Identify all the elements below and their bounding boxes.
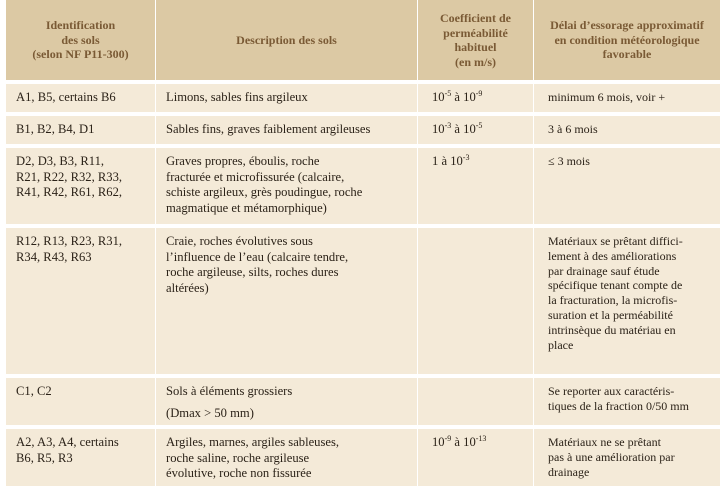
- permeability-base: 1: [432, 154, 439, 168]
- soil-description-cell-line: fracturée et microfissurée (calcaire,: [166, 169, 345, 184]
- permeability-cell: [418, 116, 534, 148]
- drying-delay-cell: [534, 116, 720, 148]
- soil-identification-cell-line: R41, R42, R61, R62,: [16, 185, 123, 200]
- drying-delay-cell-line: Matériaux se prêtant diffici-: [548, 234, 683, 248]
- header-drying-delay-line: en condition météorologique: [554, 32, 700, 47]
- permeability-base: 10: [463, 435, 476, 450]
- header-permeability: [418, 0, 534, 84]
- soil-description-cell-line: l’influence de l’eau (calcaire tendre,: [166, 249, 349, 264]
- header-identification: [6, 0, 156, 84]
- soil-identification-cell-line: R34, R43, R63: [16, 249, 92, 264]
- drying-delay-cell-line: par drainage sauf étude: [548, 263, 660, 278]
- drying-delay-cell-line: Matériaux ne se prêtant: [548, 435, 661, 450]
- permeability-base: 10: [432, 90, 445, 104]
- soil-description-cell-line: Sables fins, graves faiblement argileuses: [166, 122, 371, 136]
- header-permeability-line: habituel: [454, 40, 497, 54]
- header-drying-delay: [534, 0, 720, 84]
- drying-delay-cell-line: ≤ 3 mois: [548, 154, 590, 168]
- soil-description-cell: [156, 429, 418, 486]
- drying-delay-cell: [534, 148, 720, 228]
- drying-delay-cell: [534, 378, 720, 429]
- table-row: [6, 429, 720, 486]
- permeability-base: 10: [450, 154, 463, 168]
- permeability-separator: à: [451, 122, 464, 136]
- soil-identification-cell: [6, 84, 156, 116]
- permeability-cell: [418, 429, 534, 486]
- soil-description-cell-line: Craie, roches évolutives sous: [166, 234, 313, 248]
- permeability-exponent: -3: [444, 120, 452, 130]
- drying-delay-cell-line: spécifique tenant compte de: [548, 278, 683, 293]
- permeability-exponent: -5: [444, 88, 452, 98]
- soil-description-cell-line: roche saline, roche argileuse: [166, 450, 310, 465]
- header-permeability-line: perméabilité: [443, 25, 508, 40]
- soil-description-cell-line: (Dmax > 50 mm): [166, 405, 254, 420]
- drying-delay-cell-line: la fracturation, la microfis-: [548, 293, 678, 308]
- drying-delay-cell-line: 3 à 6 mois: [548, 122, 598, 136]
- soil-description-cell: [156, 228, 418, 378]
- drying-delay-cell-line: lement à des améliorations: [548, 248, 677, 263]
- drying-delay-cell-line: pas à une amélioration par: [548, 449, 675, 464]
- drying-delay-cell-line: minimum 6 mois, voir +: [548, 90, 666, 104]
- permeability-base: 10: [432, 435, 445, 450]
- drying-delay-cell: [534, 84, 720, 116]
- drying-delay-cell-line: Se reporter aux caractéris-: [548, 384, 675, 398]
- soil-identification-cell: [6, 148, 156, 228]
- soil-identification-cell-line: B1, B2, B4, D1: [16, 122, 95, 136]
- soil-description-cell-line: Argiles, marnes, argiles sableuses,: [166, 435, 340, 450]
- header-drying-delay-line: favorable: [602, 47, 652, 62]
- table-row: [6, 228, 720, 378]
- header-description: [156, 0, 418, 84]
- drying-delay-cell-line: tiques de la fraction 0/50 mm: [548, 398, 689, 413]
- drying-delay-cell-line: place: [548, 337, 574, 352]
- soil-description-cell-line: Limons, sables fins argileux: [166, 90, 308, 104]
- permeability-base: 10: [432, 122, 445, 136]
- permeability-separator: à: [438, 154, 451, 168]
- permeability-cell: [418, 84, 534, 116]
- soil-drainage-table: [6, 0, 720, 486]
- soil-description-cell-line: roche argileuse, silts, roches dures: [166, 265, 339, 280]
- drying-delay-cell-line: drainage: [548, 464, 590, 479]
- permeability-cell: [418, 148, 534, 228]
- soil-description-cell-line: schiste argileux, grès poudingue, roche: [166, 185, 363, 200]
- permeability-separator: à: [451, 435, 464, 450]
- header-identification-line: des sols: [61, 32, 100, 47]
- soil-description-cell-line: Graves propres, éboulis, roche: [166, 154, 320, 168]
- soil-description-cell: [156, 116, 418, 148]
- soil-description-cell: [156, 148, 418, 228]
- soil-description-cell: [156, 378, 418, 429]
- header-permeability-line: (en m/s): [455, 54, 496, 69]
- header-identification-line: (selon NF P11-300): [32, 47, 129, 62]
- soil-identification-cell-line: C1, C2: [16, 384, 52, 398]
- soil-identification-cell-line: A2, A3, A4, certains: [16, 435, 119, 450]
- table-row: [6, 378, 720, 429]
- soil-description-cell-line: Sols à éléments grossiers: [166, 384, 293, 398]
- header-drying-delay-line: Délai d’essorage approximatif: [550, 18, 704, 33]
- soil-identification-cell-line: D2, D3, B3, R11,: [16, 154, 105, 168]
- header-permeability-line: Coefficient de: [440, 11, 511, 25]
- soil-identification-cell-line: R12, R13, R23, R31,: [16, 234, 123, 248]
- permeability-separator: à: [451, 90, 464, 104]
- table-header-row: [6, 0, 720, 84]
- soil-identification-cell: [6, 228, 156, 378]
- soil-identification-cell-line: R21, R22, R32, R33,: [16, 169, 123, 184]
- permeability-exponent: -3: [462, 152, 470, 162]
- permeability-exponent: -5: [475, 120, 483, 130]
- soil-description-cell-line: altérées): [166, 280, 209, 295]
- permeability-exponent: -9: [444, 434, 452, 443]
- soil-description-cell-line: magmatique et métamorphique): [166, 200, 327, 215]
- table-row: [6, 148, 720, 228]
- permeability-exponent: -9: [475, 88, 483, 98]
- permeability-exponent: -13: [475, 434, 487, 443]
- soil-identification-cell: [6, 378, 156, 429]
- permeability-base: 10: [463, 90, 476, 104]
- soil-identification-cell: [6, 116, 156, 148]
- drying-delay-cell-line: suration et la perméabilité: [548, 307, 673, 322]
- table-row: [6, 84, 720, 116]
- permeability-cell: [418, 378, 534, 429]
- soil-description-cell-line: évolutive, roche non fissurée: [166, 466, 312, 481]
- soil-identification-cell: [6, 429, 156, 486]
- drying-delay-cell: [534, 228, 720, 378]
- soil-identification-cell-line: A1, B5, certains B6: [16, 90, 116, 104]
- header-identification-line: Identification: [45, 18, 116, 33]
- permeability-base: 10: [463, 122, 476, 136]
- soil-identification-cell-line: B6, R5, R3: [16, 450, 73, 465]
- table-row: [6, 116, 720, 148]
- header-description-label: Description des sols: [236, 32, 337, 47]
- permeability-cell: [418, 228, 534, 378]
- soil-description-cell: [156, 84, 418, 116]
- drying-delay-cell-line: intrinsèque du matériau en: [548, 322, 676, 337]
- drying-delay-cell: [534, 429, 720, 486]
